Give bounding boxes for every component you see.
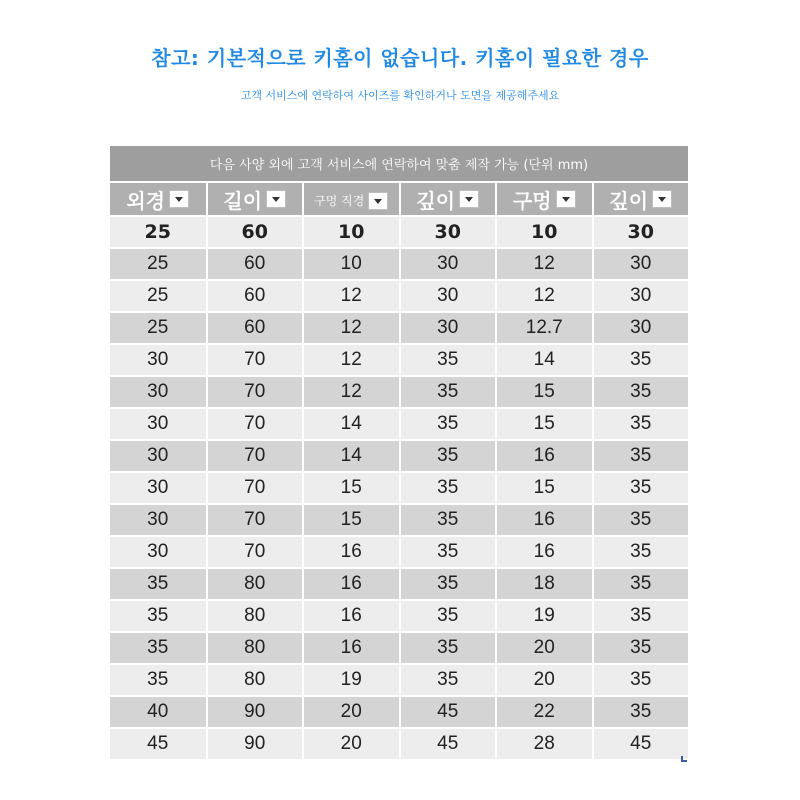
- table-cell: 30: [110, 440, 207, 472]
- table-cell: 14: [303, 408, 400, 440]
- table-cell: 80: [207, 632, 304, 664]
- table-cell: 16: [303, 536, 400, 568]
- table-cell: 30: [110, 472, 207, 504]
- table-cell: 20: [496, 664, 593, 696]
- table-row: [110, 472, 689, 504]
- table-cell: 19: [303, 664, 400, 696]
- table-row: [110, 376, 689, 408]
- table-cell: 80: [207, 664, 304, 696]
- column-header-6[interactable]: [593, 182, 690, 216]
- table-cell: 35: [400, 344, 497, 376]
- table-cell: 40: [110, 696, 207, 728]
- dropdown-arrow-icon[interactable]: [459, 190, 479, 208]
- table-cell: 45: [593, 728, 690, 760]
- table-row: [110, 504, 689, 536]
- table-cell: 10: [496, 216, 593, 248]
- table-cell: 15: [496, 376, 593, 408]
- table-cell: 16: [303, 568, 400, 600]
- table-cell: 30: [400, 280, 497, 312]
- table-cell: 60: [207, 312, 304, 344]
- table-cell: 20: [496, 632, 593, 664]
- table-cell: 16: [496, 440, 593, 472]
- table-cell: 35: [400, 664, 497, 696]
- table-cell: 60: [207, 248, 304, 280]
- column-header-4[interactable]: [400, 182, 497, 216]
- table-cell: 35: [400, 600, 497, 632]
- table-row: [110, 728, 689, 760]
- caption-row: [110, 146, 689, 182]
- table-row: [110, 696, 689, 728]
- column-header-label: 외경: [126, 188, 166, 213]
- table-cell: 70: [207, 536, 304, 568]
- table-cell: 35: [400, 440, 497, 472]
- table-cell: 35: [110, 600, 207, 632]
- table-cell: 70: [207, 440, 304, 472]
- table-cell: 35: [593, 472, 690, 504]
- table-cell: 35: [593, 568, 690, 600]
- table-cell: 45: [400, 728, 497, 760]
- table-cell: 25: [110, 248, 207, 280]
- table-cell: 30: [593, 312, 690, 344]
- table-cell: 12: [303, 344, 400, 376]
- table-cell: 35: [593, 344, 690, 376]
- table-cell: 25: [110, 312, 207, 344]
- table-cell: 35: [110, 664, 207, 696]
- column-header-label: 길이: [223, 188, 263, 213]
- table-cell: 25: [110, 280, 207, 312]
- table-cell: 30: [593, 280, 690, 312]
- table-cell: 90: [207, 696, 304, 728]
- table-cell: 35: [593, 696, 690, 728]
- table-cell: 35: [593, 664, 690, 696]
- table-row: [110, 280, 689, 312]
- table-row: [110, 536, 689, 568]
- column-header-label: 깊이: [609, 188, 649, 213]
- table-cell: 35: [110, 568, 207, 600]
- table-body: [110, 216, 689, 760]
- table-cell: 90: [207, 728, 304, 760]
- column-header-2[interactable]: [207, 182, 304, 216]
- table-row: [110, 568, 689, 600]
- table-cell: 35: [593, 376, 690, 408]
- table-cell: 15: [496, 472, 593, 504]
- note-subtitle: 고객 서비스에 연락하여 사이즈를 확인하거나 도면을 제공해주세요: [240, 89, 560, 102]
- table-cell: 30: [110, 536, 207, 568]
- table-cell: 19: [496, 600, 593, 632]
- table-cell: 35: [400, 632, 497, 664]
- table-cell: 12: [303, 376, 400, 408]
- table-cell: 16: [303, 600, 400, 632]
- header-row: [110, 182, 689, 216]
- table-cell: 30: [110, 408, 207, 440]
- table-cell: 20: [303, 728, 400, 760]
- table-cell: 70: [207, 408, 304, 440]
- table-row: [110, 664, 689, 696]
- column-header-label: 구멍 직경: [314, 194, 365, 208]
- table-cell: 35: [593, 504, 690, 536]
- table-cell: 12: [496, 248, 593, 280]
- table-cell: 12: [303, 312, 400, 344]
- table-row: [110, 248, 689, 280]
- table-cell: 30: [593, 248, 690, 280]
- table-cell: 15: [496, 408, 593, 440]
- table-cell: 16: [303, 632, 400, 664]
- table-row: [110, 440, 689, 472]
- column-header-label: 구멍: [512, 188, 552, 213]
- dropdown-arrow-icon[interactable]: [368, 192, 388, 210]
- table-cell: 35: [400, 568, 497, 600]
- table-cell: 35: [593, 536, 690, 568]
- table-cell: 45: [400, 696, 497, 728]
- table-cell: 70: [207, 376, 304, 408]
- table-cell: 80: [207, 600, 304, 632]
- table-cell: 35: [400, 408, 497, 440]
- table-caption: 다음 사양 외에 고객 서비스에 연락하여 맞춤 제작 가능 (단위 mm): [110, 146, 689, 182]
- table-cell: 10: [303, 216, 400, 248]
- table-cell: 35: [593, 440, 690, 472]
- dropdown-arrow-icon[interactable]: [556, 190, 576, 208]
- table-cell: 12: [303, 280, 400, 312]
- column-header-5[interactable]: [496, 182, 593, 216]
- table-cell: 35: [400, 504, 497, 536]
- table-cell: 35: [593, 600, 690, 632]
- table-cell: 70: [207, 344, 304, 376]
- table-cell: 35: [110, 632, 207, 664]
- table-cell: 30: [400, 312, 497, 344]
- table-cell: 35: [593, 632, 690, 664]
- table-cell: 45: [110, 728, 207, 760]
- table-cell: 70: [207, 472, 304, 504]
- table-cell: 30: [400, 216, 497, 248]
- note-title: 참고: 기본적으로 키홈이 없습니다. 키홈이 필요한 경우: [151, 46, 649, 70]
- table-cell: 14: [496, 344, 593, 376]
- table-cell: 18: [496, 568, 593, 600]
- table-row: [110, 632, 689, 664]
- spec-table: [110, 146, 690, 761]
- column-header-3[interactable]: [303, 182, 400, 216]
- table-cell: 30: [110, 504, 207, 536]
- dropdown-arrow-icon[interactable]: [266, 190, 286, 208]
- table-row: [110, 344, 689, 376]
- table-cell: 20: [303, 696, 400, 728]
- table-cell: 12.7: [496, 312, 593, 344]
- table-cell: 30: [593, 216, 690, 248]
- table-cell: 14: [303, 440, 400, 472]
- table-row: [110, 216, 689, 248]
- column-header-label: 깊이: [416, 188, 456, 213]
- table-cell: 80: [207, 568, 304, 600]
- table-cell: 35: [400, 536, 497, 568]
- column-header-1[interactable]: [110, 182, 207, 216]
- table-cell: 15: [303, 504, 400, 536]
- table-cell: 35: [400, 376, 497, 408]
- table-cell: 16: [496, 504, 593, 536]
- table-cell: 60: [207, 216, 304, 248]
- dropdown-arrow-icon[interactable]: [652, 190, 672, 208]
- table-cell: 22: [496, 696, 593, 728]
- table-cell: 15: [303, 472, 400, 504]
- table-cell: 30: [110, 344, 207, 376]
- table-row: [110, 600, 689, 632]
- table-cell: 30: [400, 248, 497, 280]
- table-cell: 12: [496, 280, 593, 312]
- table-cell: 16: [496, 536, 593, 568]
- table-cell: 30: [110, 376, 207, 408]
- table-cell: 35: [400, 472, 497, 504]
- table-cell: 25: [110, 216, 207, 248]
- table-cell: 10: [303, 248, 400, 280]
- table-cell: 35: [593, 408, 690, 440]
- dropdown-arrow-icon[interactable]: [169, 190, 189, 208]
- table-row: [110, 312, 689, 344]
- corner-mark-icon: [681, 756, 687, 762]
- table-row: [110, 408, 689, 440]
- table-cell: 60: [207, 280, 304, 312]
- table-cell: 28: [496, 728, 593, 760]
- table-cell: 70: [207, 504, 304, 536]
